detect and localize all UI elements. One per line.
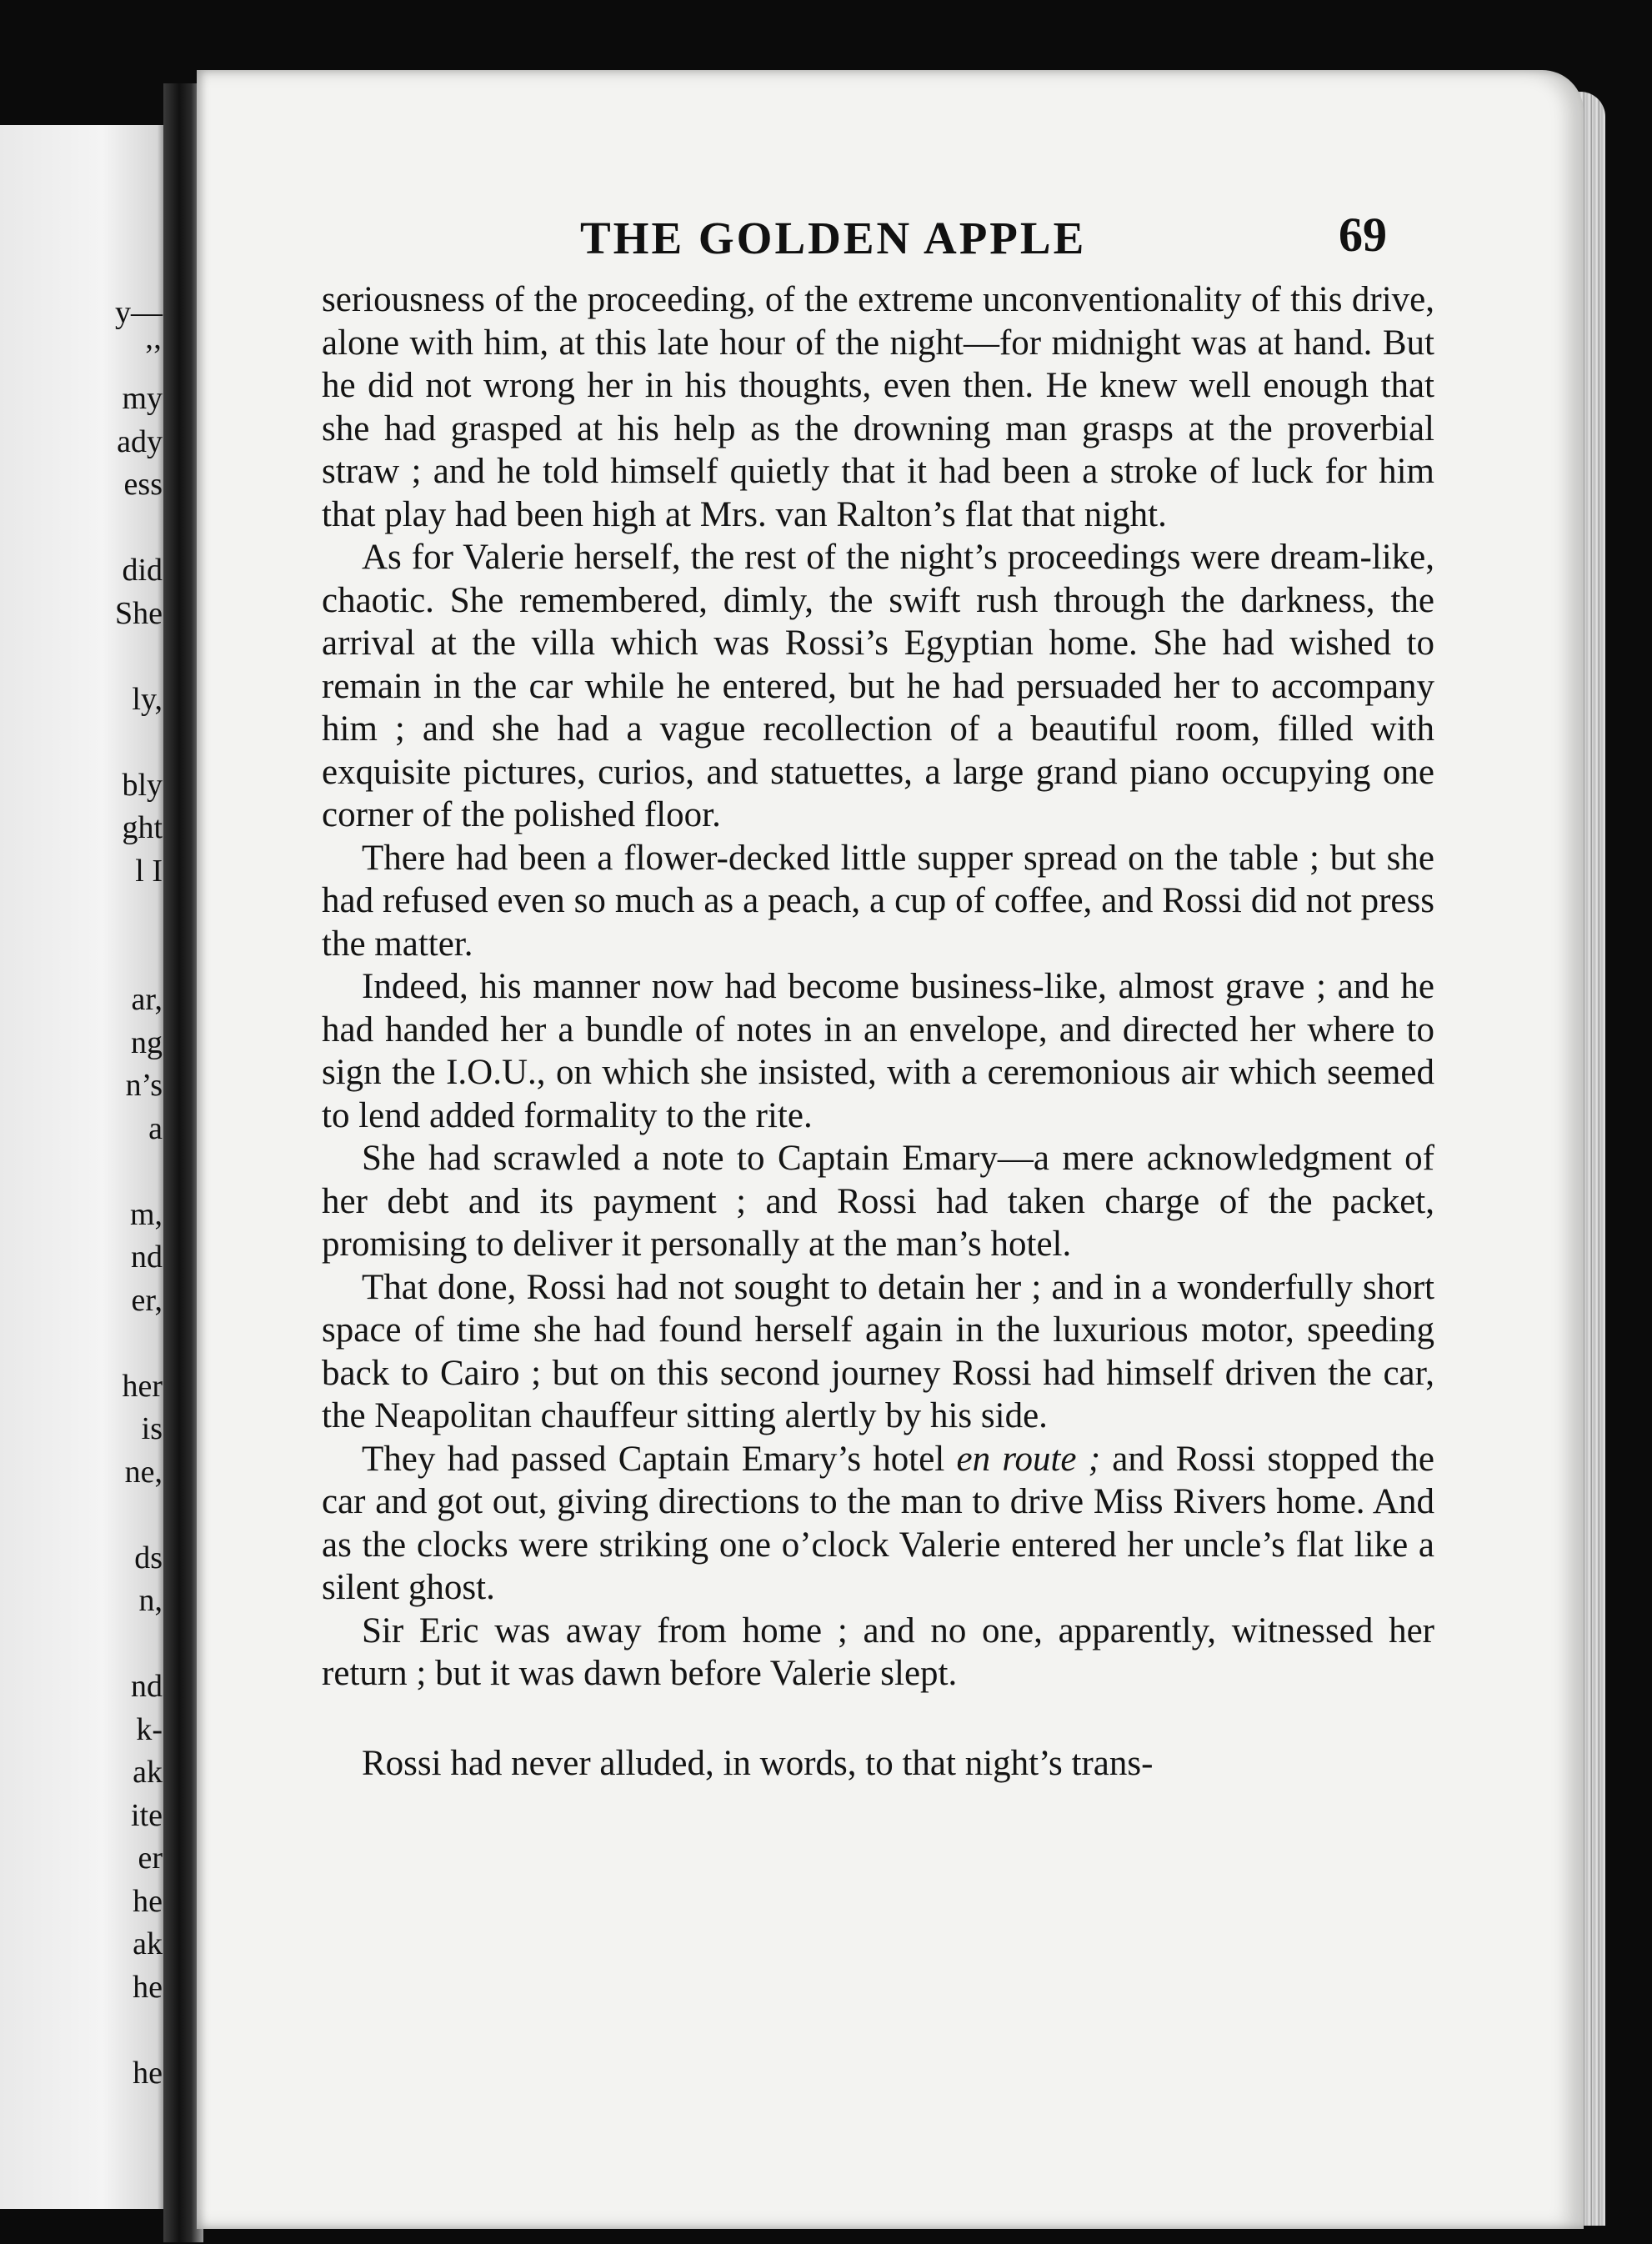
previous-page-fragment: ng [131,1024,163,1060]
previous-page-fragment: is [141,1411,163,1446]
running-head-title: THE GOLDEN APPLE [580,213,1087,263]
paragraph-7 [322,1438,1434,1610]
previous-page-fragment: ess [123,467,163,502]
previous-page-fragment: n’s [125,1068,163,1103]
previous-page-fragment: n, [138,1583,163,1618]
previous-page-fragment: her [122,1368,163,1404]
previous-page-fragment: k- [136,1711,163,1747]
paragraph-8: Sir Eric was away from home ; and no one, apparently, witnessed her return ; but it was dawn before Valerie slept. [322,1610,1434,1693]
previous-page-fragment: my [122,381,163,416]
previous-page-fragment: ite [131,1797,163,1833]
paragraph-5: She had scrawled a note to Captain Emary—a mere acknowledgment of her debt and its payment ; and Rossi had taken charge of the packet, promising to deliver it personally at the man’s hotel. [322,1139,1434,1264]
previous-page-fragment: he [133,1883,163,1919]
previous-page-fragment: he [133,1969,163,2005]
previous-page-fragment: ak [133,1926,163,1961]
previous-page-fragment: ar, [131,982,163,1017]
previous-page-fragment: ak [133,1755,163,1790]
previous-page-fragment: m, [129,1196,163,1232]
previous-page-fragment: bly [122,767,163,803]
paragraph-7-italic: en route ; [956,1439,1101,1479]
running-head [197,208,1584,287]
previous-page-fragment: ds [134,1540,163,1575]
previous-page-fragment: a [148,1110,163,1146]
previous-page-line-endings [0,125,167,2209]
previous-page-fragment: er [138,1841,163,1876]
paragraph-7-text-end: and Rossi stopped the car and got out, giving directions to the man to drive Miss Rivers home. And as the clocks were striking one o’clock Valerie entered her uncle’s flat like a silent ghost. [322,1439,1434,1607]
paragraph-4: Indeed, his manner now had become business-like, almost grave ; and he had handed her a bundle of notes in an envelope, and directed her where to sign the I.O.U., on which she insisted, with a ceremonious air which seemed to lend added formality to the rite. [322,967,1434,1135]
previous-page-fragment: ght [122,810,163,845]
paragraph-1: seriousness of the proceeding, of the extreme unconventionality of this drive, alone with him, at this late hour of the night—for midnight was at hand. But he did not wrong her in his thoughts, even then. He knew well enough that she had grasped at his help as the drowning man grasps at the proverbial straw ; and he told himself quietly that it had been a stroke of luck for him that play had been high at Mrs. van Ralton’s flat that night. [322,280,1434,534]
book-page [197,70,1584,2229]
previous-page-fragment: ly, [132,681,163,717]
previous-page-fragment: did [122,553,163,588]
previous-page-fragment: er, [131,1282,163,1318]
previous-page-fragment: he [133,2055,163,2091]
paragraph-7-text-start: They had passed Captain Emary’s hotel [362,1439,957,1479]
page-number: 69 [1339,208,1387,262]
paragraph-3: There had been a flower-decked little supper spread on the table ; but she had refused even so much as a peach, a cup of coffee, and Rossi did not press the matter. [322,838,1434,964]
previous-page-fragment: ady [117,423,163,459]
paragraph-9: Rossi had never alluded, in words, to that night’s trans- [362,1743,1154,1783]
previous-page-fragment: She [115,595,163,631]
paragraph-6: That done, Rossi had not sought to detain her ; and in a wonderfully short space of time she had found herself again in the luxurious motor, speeding back to Cairo ; but on this second journey Rossi had himself driven the car, the Neapolitan chauffeur sitting alertly by his side. [322,1267,1434,1435]
previous-page-fragment: ’’ [143,338,163,373]
body-text [322,278,1434,1785]
previous-page-edge [0,125,171,2209]
previous-page-fragment: nd [131,1240,163,1275]
previous-page-fragment: l I [135,853,163,889]
paragraph-2: As for Valerie herself, the rest of the night’s proceedings were dream-like, chaotic. She remembered, dimly, the swift rush through the darkness, the arrival at the villa which was Rossi’s Egyptian home. She had wished to remain in the car while he entered, but he had persuaded her to accompany him ; and she had a vague recollection of a beautiful room, filled with exquisite pictures, curios, and statuettes, a large grand piano occupying one corner of the polished floor. [322,538,1434,834]
previous-page-fragment: nd [131,1669,163,1704]
previous-page-fragment: y— [115,295,163,330]
previous-page-fragment: ne, [124,1454,163,1490]
